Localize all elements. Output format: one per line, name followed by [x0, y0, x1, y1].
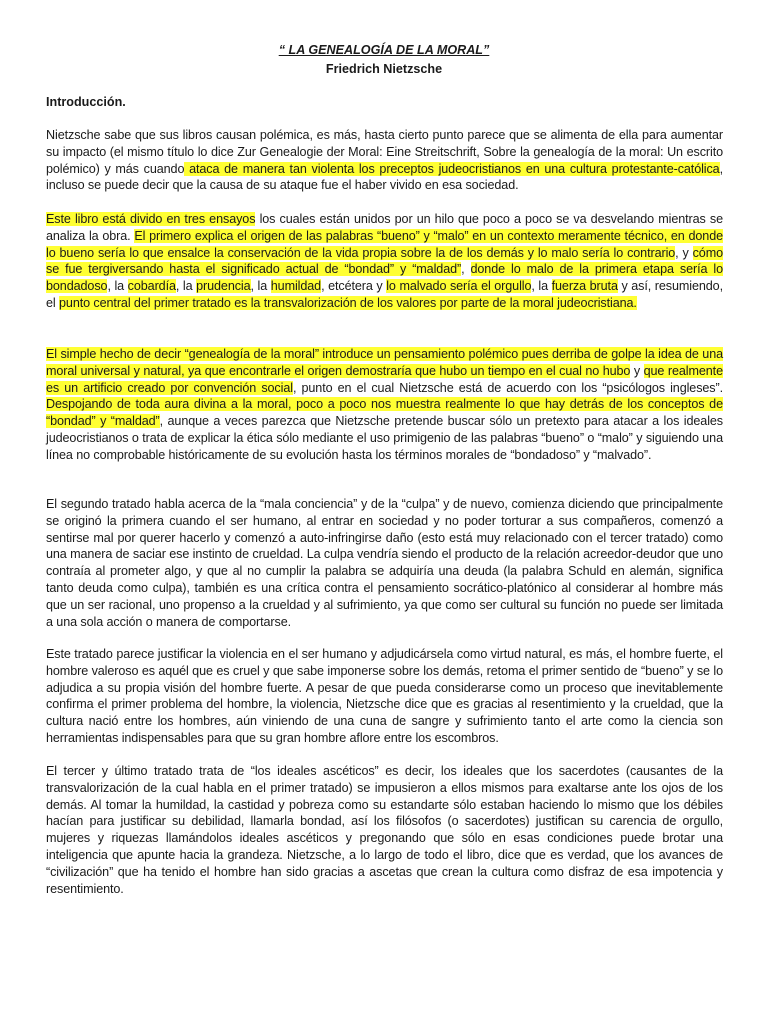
highlighted-text: lo malvado sería el orgullo [386, 279, 532, 294]
paragraph-third-essay [46, 763, 723, 897]
text-run: , la [107, 279, 128, 294]
text-run: , etcétera y [321, 279, 387, 294]
document-title: “ LA GENEALOGÍA DE LA MORAL” [278, 43, 490, 57]
text-run: , [461, 262, 471, 277]
highlighted-text: donde lo malo de la primera etapa sería lo bondadoso [46, 262, 723, 294]
text-run: los cuales están unidos por un hilo que poco a poco se va desvelando mientras se analiza la obra. [46, 212, 724, 243]
highlighted-text: cobardía [127, 279, 176, 294]
text-run: y así, resumiendo, el [46, 279, 723, 310]
paragraph-first-essay [46, 211, 723, 312]
text-run: El segundo tratado habla acerca de la “mala conciencia” y de la “culpa” y de nuevo, comienza diciendo que principalmente se originó la primera cuando el ser humano, al entrar en sociedad y no poder torturar a sus compañeros, comenzó a sentirse mal por querer hacerlo y comenzó a auto-infringirse daño (esto está muy relacionado con el tercer tratado) como una manera de saciar ese instinto de crueldad. La culpa vendría siendo el producto de la relación acreedor-deudor que uno contraía al prometer algo, y que al no cumplir la palabra se adquiría una deuda (la palabra Schuld en alemán, significa tanto deuda como culpa), también es una crítica contra el pensamiento socrático-platónico al considerar al hombre más que un ser racional, uno propenso a la crueldad y al sufrimiento, ya que como ser cultural su función no puede ser limitada a una sola acción o manera de comportarse. [46, 497, 723, 629]
paragraph-violence [46, 646, 723, 747]
text-run: El tercer y último tratado trata de “los ideales ascéticos” es decir, los ideales que los sacerdotes (causantes de la transvalorización de la cual habla en el primer tratado) se impusieron a ellos mismos para exaltarse ante los ojos de los demás. Al tomar la humildad, la castidad y pobreza como su estandarte sólo estaban haciendo lo mismo que los débiles hacían para justificar su debilidad, llamarla bondad, así los filósofos (o sacerdotes) justifican su carencia de orgullo, mujeres y riquezas llamándolos ideales ascéticos y pregonando que sólo en esas condiciones puede brotar una inteligencia que apunte hacia la grandeza. Nietzsche, a lo largo de todo el libro, dice que es verdad, que los avances de “civilización” que ha tenido el hombre han sido gracias a ascetas que crean la cultura como disfraz de esa impotencia y resentimiento. [46, 764, 723, 896]
highlighted-text: El simple hecho de decir “genealogía de la moral” introduce un pensamiento polémico pues derriba de golpe la idea de una moral universal y natural, ya que encontrarle el origen demostraría que hubo un tiempo en el cual no hubo [46, 347, 723, 378]
highlighted-text: humildad [270, 279, 322, 294]
text-run: , la [531, 279, 552, 294]
document-author: Friedrich Nietzsche [325, 62, 443, 76]
highlighted-text: que realmente es un artificio creado por convención social [46, 363, 723, 395]
highlighted-text: punto central del primer tratado es la transvalorización de los valores por parte de la moral judeocristiana. [59, 295, 637, 310]
text-run: , la [175, 279, 197, 294]
highlighted-text: El primero explica el origen de las palabras “bueno” y “malo” en un contexto meramente técnico, en donde lo bueno sería lo que ensalce la conservación de la vida propia sobre la de los demás y lo malo sería lo contrario [46, 228, 723, 260]
section-heading: Introducción. [46, 95, 126, 109]
text-run: , aunque a veces parezca que Nietzsche pretende buscar sólo un pretexto para atacar a los ideales judeocristianos o trata de explicar la ética sólo mediante el uso primigenio de las palabras “bueno” o “malo” y siguiendo una línea no comprobable históricamente de su evolución hasta los términos morales de “bondadoso” y “malvado”. [46, 414, 723, 462]
text-run: Nietzsche sabe que sus libros causan polémica, es más, hasta cierto punto parece que se alimenta de ella para aumentar su impacto (el mismo título lo dice Zur Genealogie der Moral: Eine Streitschrift, Sobre la genealogía de la moral: Un escrito polémico) y más cuando [46, 128, 723, 176]
highlighted-text: prudencia [196, 279, 251, 294]
paragraph-second-essay [46, 496, 723, 630]
text-run: , la [250, 279, 271, 294]
highlighted-text: ataca de manera tan violenta los preceptos judeocristianos en una cultura protestante-católica [184, 161, 720, 176]
text-run: Este tratado parece justificar la violencia en el ser humano y adjudicársela como virtud natural, es más, el hombre fuerte, el hombre valeroso es aquél que es cruel y que sabe imponerse sobre los demás, retoma el primer sentido de “bueno” y se lo adjudica a su propia visión del hombre fuerte. A pesar de que pueda considerarse como un proceso que inevitablemente confirma el primer problema del hombre, la violencia, Nietzsche dice que es gracias al resentimiento y la crueldad, que la cultura nació entre los hombres, aún viniendo de una cuna de sangre y sufrimiento tanto el arte como la ciencia son herramientas indispensables para que su gran hombre aflore entre los escombros. [46, 647, 723, 745]
paragraph-genealogy [46, 346, 723, 464]
text-run: , punto en el cual Nietzsche está de acuerdo con los “psicólogos ingleses”. [292, 380, 723, 395]
text-run: , y [675, 245, 693, 260]
highlighted-text: Despojando de toda aura divina a la moral, poco a poco nos muestra realmente lo que hay detrás de los conceptos de “bondad” y “maldad” [46, 397, 723, 429]
highlighted-text: cómo se fue tergiversando hasta el significado actual de “bondad” y “maldad” [46, 245, 723, 277]
highlighted-text: fuerza bruta [551, 279, 618, 294]
paragraph-intro [46, 127, 723, 194]
highlighted-text: Este libro está divido en tres ensayos [46, 212, 256, 226]
text-run: y [630, 363, 644, 378]
text-run: , incluso se puede decir que la causa de su ataque fue el haber vivido en esa sociedad. [46, 161, 723, 193]
